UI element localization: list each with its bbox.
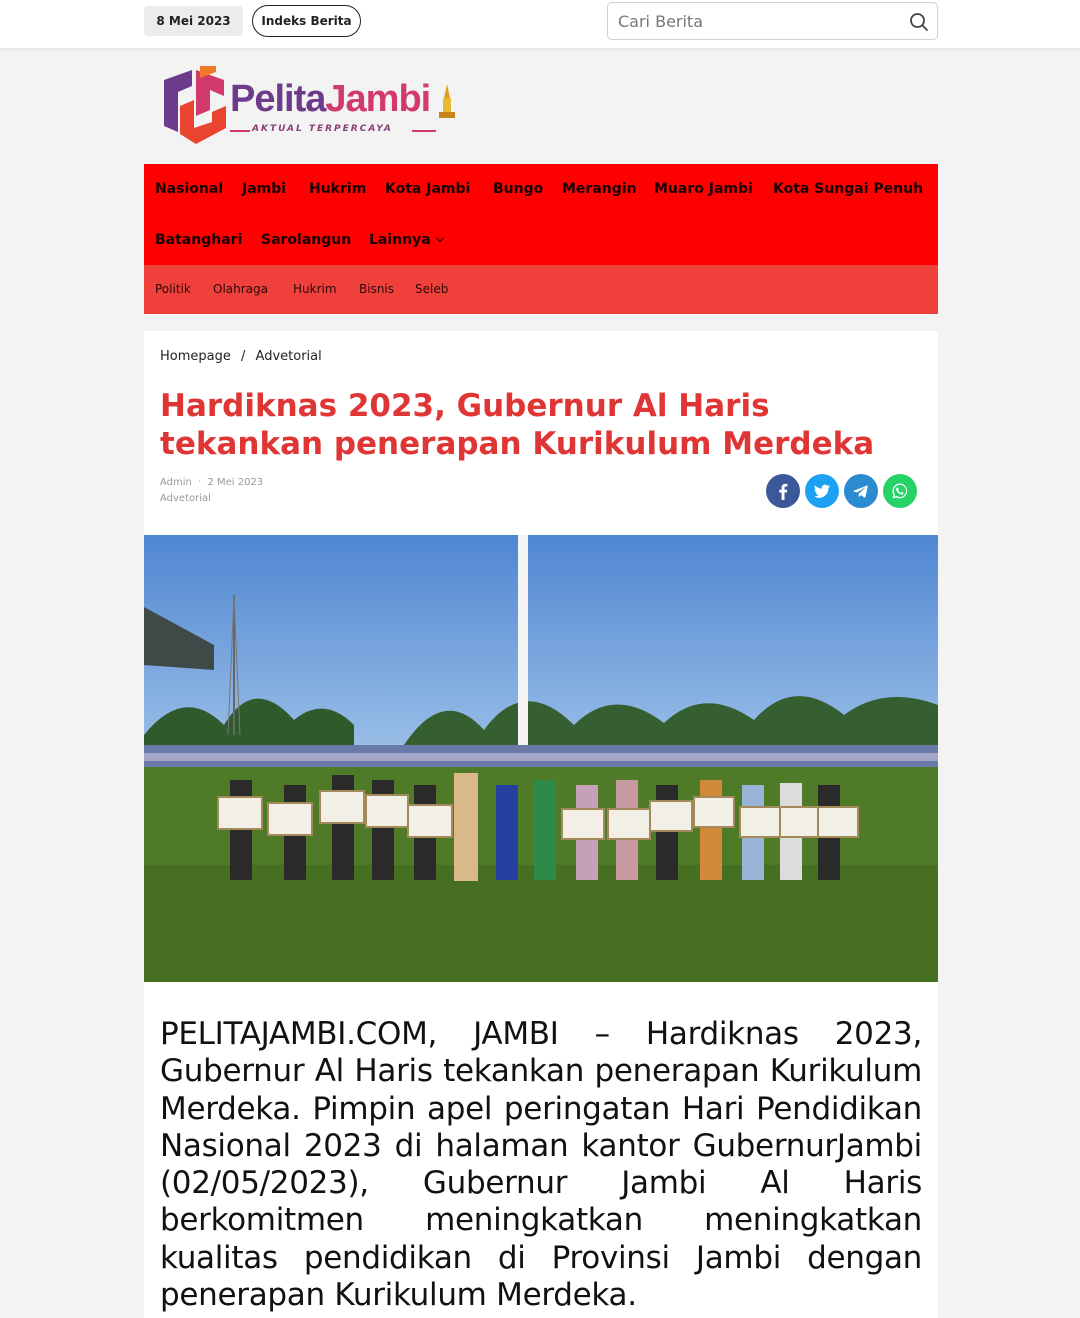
monument-icon bbox=[438, 84, 456, 122]
article-meta: Admin · 2 Mei 2023 Advetorial bbox=[160, 477, 264, 504]
whatsapp-icon bbox=[891, 482, 909, 500]
nav-item-merangin[interactable]: Merangin bbox=[562, 181, 637, 197]
share-facebook-button[interactable] bbox=[766, 474, 800, 508]
facebook-icon bbox=[774, 482, 792, 500]
nav-item-muaro-jambi[interactable]: Muaro Jambi bbox=[654, 181, 753, 197]
current-date: 8 Mei 2023 bbox=[144, 6, 243, 36]
main-navigation bbox=[144, 164, 938, 265]
logo-wordmark: PelitaJambi bbox=[230, 78, 431, 120]
nav-item-lainnya-label: Lainnya bbox=[369, 232, 431, 248]
article-photo-image bbox=[144, 535, 938, 982]
share-whatsapp-button[interactable] bbox=[883, 474, 917, 508]
nav-item-jambi[interactable]: Jambi bbox=[242, 181, 287, 197]
telegram-icon bbox=[852, 482, 870, 500]
logo-divider bbox=[412, 130, 436, 132]
nav-item-nasional[interactable]: Nasional bbox=[155, 181, 224, 197]
share-twitter-button[interactable] bbox=[805, 474, 839, 508]
subnav-item-hukrim[interactable]: Hukrim bbox=[293, 282, 337, 296]
article-paragraph: PELITAJAMBI.COM, JAMBI – Hardiknas 2023, Gubernur Al Haris tekankan penerapan Kurikulum Merdeka. Pimpin apel peringatan Hari Pendidikan Nasional 2023 di halaman kantor GubernurJambi (02/05/2023), Gubernur Jambi Al Haris berkomitmen meningkatkan meningkatkan kualitas pendidikan di Provinsi Jambi dengan penerapan Kurikulum Merdeka. bbox=[160, 1016, 922, 1314]
subnav-item-olahraga[interactable]: Olahraga bbox=[213, 282, 268, 296]
nav-item-lainnya[interactable] bbox=[369, 232, 443, 248]
subnav-item-seleb[interactable]: Seleb bbox=[415, 282, 449, 296]
nav-item-kota-jambi[interactable]: Kota Jambi bbox=[385, 181, 471, 197]
breadcrumb-home[interactable]: Homepage bbox=[160, 349, 231, 364]
breadcrumb-separator: / bbox=[241, 349, 246, 364]
nav-item-sarolangun[interactable]: Sarolangun bbox=[261, 232, 352, 248]
breadcrumb-current[interactable]: Advetorial bbox=[255, 349, 322, 364]
twitter-icon bbox=[813, 482, 831, 500]
site-logo[interactable] bbox=[160, 66, 460, 150]
article-author[interactable]: Admin bbox=[160, 477, 192, 488]
subnav-item-politik[interactable]: Politik bbox=[155, 282, 191, 296]
article-date: 2 Mei 2023 bbox=[207, 477, 264, 488]
logo-divider bbox=[230, 130, 250, 132]
top-bar bbox=[0, 0, 1080, 48]
sub-navigation bbox=[144, 265, 938, 314]
nav-item-batanghari[interactable]: Batanghari bbox=[155, 232, 243, 248]
nav-item-kota-sungai-penuh[interactable]: Kota Sungai Penuh bbox=[773, 181, 924, 197]
breadcrumb bbox=[160, 349, 328, 364]
logo-mark-icon bbox=[160, 66, 232, 150]
article-category[interactable]: Advetorial bbox=[160, 493, 211, 504]
search-input[interactable] bbox=[618, 7, 898, 35]
search-box bbox=[607, 2, 938, 40]
logo-tagline: AKTUAL TERPERCAYA bbox=[252, 124, 393, 134]
share-telegram-button[interactable] bbox=[844, 474, 878, 508]
article-title: Hardiknas 2023, Gubernur Al Haris tekankan penerapan Kurikulum Merdeka bbox=[160, 388, 875, 462]
chevron-down-icon bbox=[435, 234, 443, 242]
subnav-item-bisnis[interactable]: Bisnis bbox=[359, 282, 395, 296]
search-icon[interactable] bbox=[909, 12, 929, 32]
article-header bbox=[144, 331, 938, 536]
article-photo bbox=[144, 535, 938, 982]
nav-item-bungo[interactable]: Bungo bbox=[493, 181, 544, 197]
article-body bbox=[144, 982, 938, 1318]
nav-item-hukrim[interactable]: Hukrim bbox=[309, 181, 367, 197]
indeks-berita-button[interactable]: Indeks Berita bbox=[252, 5, 361, 37]
